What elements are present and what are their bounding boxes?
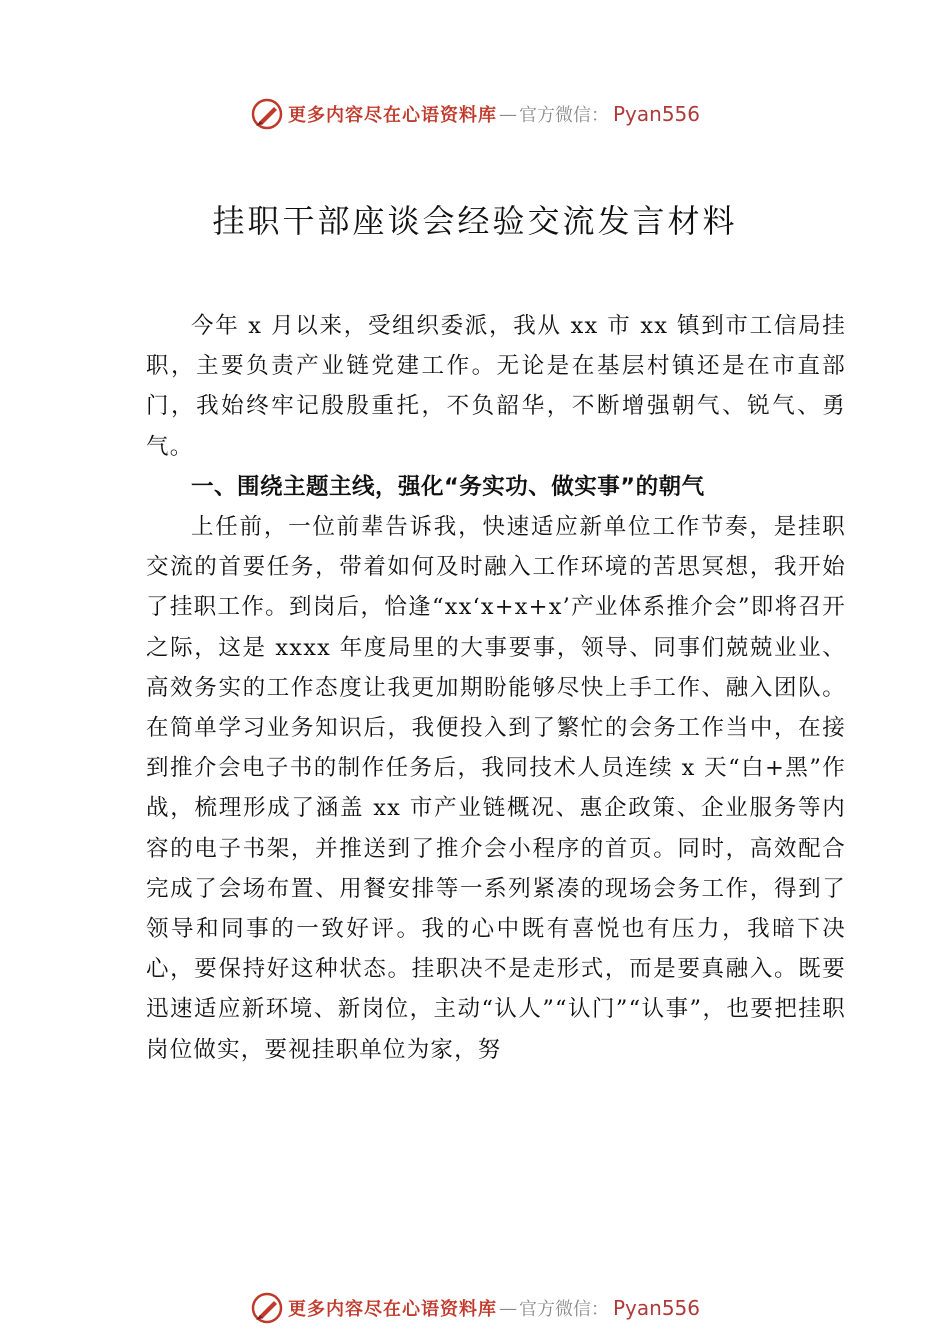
watermark-account-label: 官方微信： (518, 1299, 609, 1320)
pen-logo-icon (250, 1291, 284, 1325)
document-title: 挂职干部座谈会经验交流发言材料 (212, 202, 738, 240)
intro-paragraph: 今年 x 月以来，受组织委派，我从 xx 市 xx 镇到市工信局挂职，主要负责产业链党建工作。无论是在基层村镇还是在市直部门，我始终牢记殷殷重托，不负韶华，不断增强朝气、锐气、勇气。 (146, 313, 846, 460)
watermark-dash: — (498, 1297, 517, 1319)
watermark-dash: — (498, 103, 517, 125)
section-heading: 一、围绕主题主线，强化“务实功、做实事”的朝气 (191, 473, 705, 500)
header-watermark (0, 92, 950, 136)
watermark-account-label: 官方微信： (518, 105, 609, 126)
pen-logo-icon (250, 97, 284, 131)
watermark-site-text: 更多内容尽在心语资料库 (287, 105, 497, 126)
watermark-account-id: Pyan556 (612, 1296, 700, 1320)
watermark-site-text: 更多内容尽在心语资料库 (287, 1299, 497, 1320)
section-paragraph: 上任前，一位前辈告诉我，快速适应新单位工作节奏，是挂职交流的首要任务，带着如何及时融入工作环境的苦思冥想，我开始了挂职工作。到岗后，恰逢“xx‘x+x+x’产业体系推介会”即将召开之际，这是 xxxx 年度局里的大事要事，领导、同事们兢兢业业、高效务实的工作态度让我更加期盼能够尽快上手工作、融入团队。在简单学习业务知识后，我便投入到了繁忙的会务工作当中，在接到推介会电子书的制作任务后，我同技术人员连续 x 天“白+黑”作战，梳理形成了涵盖 xx 市产业链概况、惠企政策、企业服务等内容的电子书架，并推送到了推介会小程序的首页。同时，高效配合完成了会场布置、用餐安排等一系列紧凑的现场会务工作，得到了领导和同事的一致好评。我的心中既有喜悦也有压力，我暗下决心，要保持好这种状态。挂职决不是走形式，而是要真融入。既要迅速适应新环境、新岗位，主动“认人”“认门”“认事”，也要把挂职岗位做实，要视挂职单位为家，努 (146, 514, 846, 1063)
watermark-account-id: Pyan556 (612, 102, 700, 126)
document-body (146, 306, 846, 1070)
footer-watermark (0, 1286, 950, 1330)
